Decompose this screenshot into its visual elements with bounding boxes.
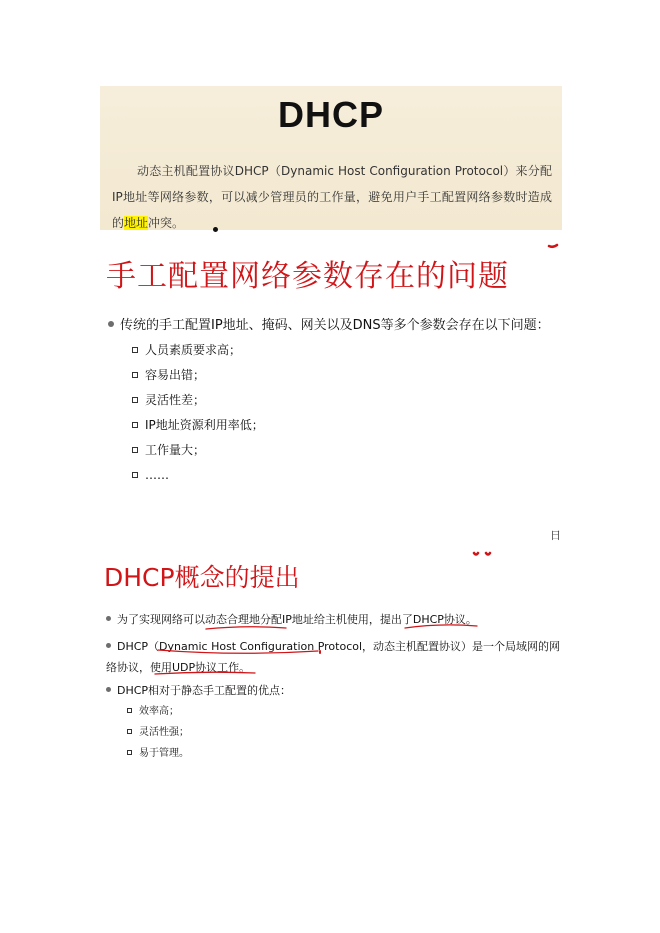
list-item-text: 人员素质要求高； bbox=[145, 343, 242, 357]
list-item-text: 效率高； bbox=[139, 706, 179, 717]
list-item-text: IP地址资源利用率低； bbox=[145, 418, 264, 432]
list-item-text: 灵活性强； bbox=[139, 727, 189, 738]
dhcp-concept-title: DHCP概念的提出 bbox=[104, 563, 300, 592]
body-text-start: 动态主机配置协议DHCP（Dynamic Host Configuration Protocol）来分配IP地址等网络参数，可以减少管理员的工作量，避免用户手工配置网络参数时造成的 bbox=[112, 164, 552, 230]
bullet-text: DHCP相对于静态手工配置的优点： bbox=[117, 684, 292, 697]
bullet-text: DHCP（Dynamic Host Configuration Protocol，动态主机配置协议）是一个局域网的网络协议，使用UDP协议工作。 bbox=[106, 640, 561, 674]
list-item-text: 灵活性差； bbox=[145, 393, 206, 407]
page-mark: 日 bbox=[550, 529, 561, 542]
lead-text: 传统的手工配置IP地址、掩码、网关以及DNS等多个参数会存在以下问题： bbox=[120, 318, 550, 333]
ink-mark-middle bbox=[474, 553, 490, 555]
list-item-text: 容易出错； bbox=[145, 368, 206, 382]
underline-dhcp-protocol bbox=[405, 625, 477, 628]
manual-config-title: 手工配置网络参数存在的问题 bbox=[106, 259, 509, 294]
highlighted-text: 地址 bbox=[124, 216, 149, 230]
underline-full-name bbox=[158, 650, 318, 653]
underline-udp bbox=[155, 672, 255, 674]
list-item-text: 工作量大； bbox=[145, 443, 206, 457]
bullet-text: 为了实现网络可以动态合理地分配IP地址给主机使用，提出了DHCP协议。 bbox=[117, 613, 477, 626]
ink-mark-top bbox=[549, 245, 557, 247]
list-item-text: …… bbox=[145, 468, 169, 482]
body-text-end: 冲突。 bbox=[148, 216, 185, 230]
list-item-text: 易于管理。 bbox=[139, 748, 189, 759]
underline-dynamic-allocation bbox=[206, 627, 286, 629]
dhcp-card-title: DHCP bbox=[277, 94, 384, 135]
